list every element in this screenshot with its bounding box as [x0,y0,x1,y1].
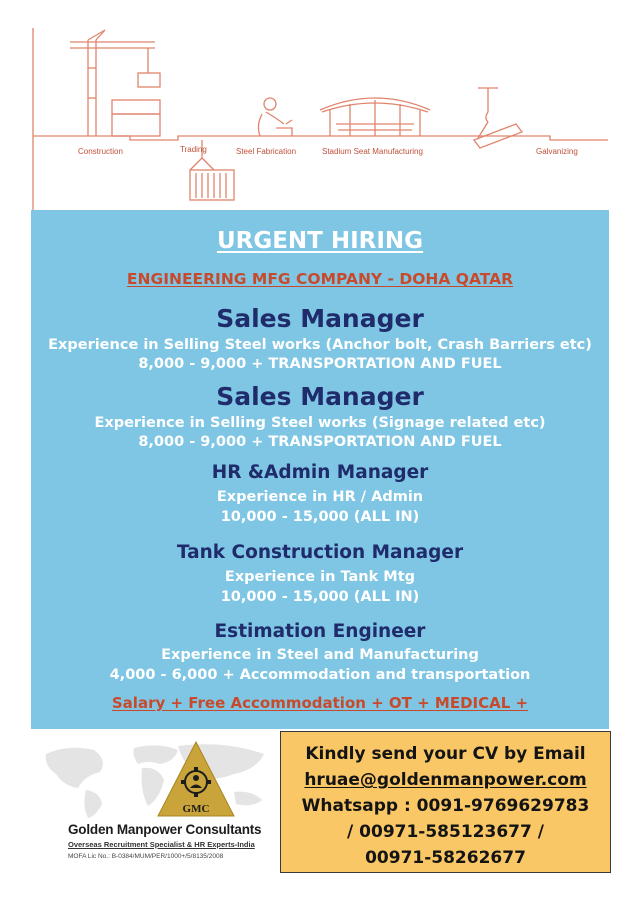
contact-email-link[interactable]: hruae@goldenmanpower.com [304,770,587,790]
whatsapp-number: Whatsapp : 0091-9769629783 [301,796,590,816]
industry-line-art [30,28,610,210]
label-steel-fabrication: Steel Fabrication [236,147,297,156]
gmc-logo-icon [156,740,236,820]
job-title-3: HR &Admin Manager [211,462,429,483]
label-galvanizing: Galvanizing [536,147,578,156]
crane-icon [70,30,160,136]
label-stadium-seat: Stadium Seat Manufacturing [322,147,423,156]
stadium-icon [320,98,430,136]
contact-box [280,731,611,873]
job-experience-4: Experience in Tank Mtg [224,569,416,585]
job-title-5: Estimation Engineer [214,621,426,642]
label-trading: Trading [180,145,207,154]
company-name: ENGINEERING MFG COMPANY - DOHA QATAR [126,270,514,288]
job-salary-1: 8,000 - 9,000 + TRANSPORTATION AND FUEL [138,356,502,372]
job-title-4: Tank Construction Manager [176,542,464,563]
phone-number-2: / 00971-585123677 / [347,822,544,842]
galvanizing-hook-icon [474,88,522,148]
job-title-2: Sales Manager [216,382,424,411]
gmc-tagline: Overseas Recruitment Specialist & HR Experts-India [68,840,255,849]
job-salary-2: 8,000 - 9,000 + TRANSPORTATION AND FUEL [138,434,502,450]
send-cv-text: Kindly send your CV by Email [305,744,586,764]
job-salary-5: 4,000 - 6,000 + Accommodation and transportation [109,667,531,683]
job-experience-2: Experience in Selling Steel works (Signage related etc) [94,415,546,431]
job-experience-3: Experience in HR / Admin [216,489,424,505]
job-experience-5: Experience in Steel and Manufacturing [161,647,479,663]
benefits-line: Salary + Free Accommodation + OT + MEDICAL + [111,694,529,712]
job-experience-1: Experience in Selling Steel works (Anchor bolt, Crash Barriers etc) [48,337,592,353]
gmc-company-name: Golden Manpower Consultants [68,822,262,837]
hiring-panel [31,210,609,729]
gmc-license: MOFA Lic No.: B-0384/MUM/PER/1000+/5/8135/2008 [68,853,224,860]
phone-number-3: 00971-58262677 [365,848,526,868]
job-title-1: Sales Manager [216,304,424,333]
label-construction: Construction [78,147,123,156]
welder-icon [258,98,292,136]
gmc-abbr: GMC [182,803,210,815]
gmc-logo-block [38,736,278,896]
industry-labels [78,145,578,156]
job-salary-4: 10,000 - 15,000 (ALL IN) [220,589,420,605]
urgent-hiring-title: URGENT HIRING [216,228,424,254]
job-salary-3: 10,000 - 15,000 (ALL IN) [220,509,420,525]
